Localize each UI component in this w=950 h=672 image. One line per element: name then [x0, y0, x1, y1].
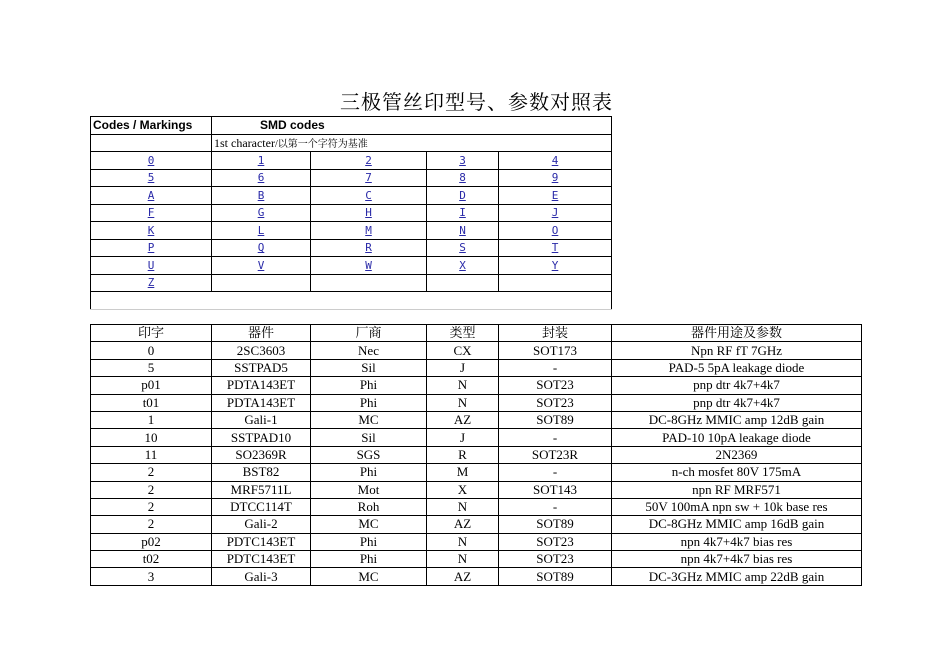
code-link[interactable]: K	[147, 223, 155, 237]
code-link[interactable]: O	[551, 223, 559, 237]
table-cell: 3	[91, 568, 212, 585]
codes-cell	[91, 257, 212, 275]
table-cell: PDTC143ET	[212, 533, 311, 550]
table-cell: PAD-5 5pA leakage diode	[612, 359, 862, 376]
codes-subheader-a: 1st character	[214, 135, 275, 150]
codes-cell	[311, 204, 427, 222]
table-cell: npn 4k7+4k7 bias res	[612, 533, 862, 550]
table-cell: MC	[311, 568, 427, 585]
table-cell: Phi	[311, 464, 427, 481]
table-row	[91, 429, 862, 446]
codes-row	[91, 222, 612, 240]
table-row	[91, 394, 862, 411]
column-header: 器件	[212, 325, 311, 342]
codes-cell	[499, 239, 612, 257]
table-cell: t02	[91, 551, 212, 568]
table-cell: npn 4k7+4k7 bias res	[612, 551, 862, 568]
table-cell: Gali-3	[212, 568, 311, 585]
table-cell: N	[427, 551, 499, 568]
table-cell: 50V 100mA npn sw + 10k base res	[612, 498, 862, 515]
codes-cell	[499, 274, 612, 292]
table-cell: N	[427, 498, 499, 515]
codes-subheader-empty	[91, 134, 212, 152]
table-cell: 10	[91, 429, 212, 446]
table-cell: SOT23	[499, 551, 612, 568]
table-row	[91, 498, 862, 515]
codes-cell	[311, 169, 427, 187]
table-cell: BST82	[212, 464, 311, 481]
table-cell: Phi	[311, 533, 427, 550]
codes-cell	[427, 274, 499, 292]
table-cell: M	[427, 464, 499, 481]
codes-table	[90, 116, 612, 310]
table-cell: pnp dtr 4k7+4k7	[612, 394, 862, 411]
table-cell: MC	[311, 516, 427, 533]
code-link[interactable]: I	[459, 206, 466, 220]
table-cell: 2	[91, 516, 212, 533]
codes-cell	[212, 239, 311, 257]
code-link[interactable]: 6	[257, 171, 265, 185]
table-cell: -	[499, 464, 612, 481]
codes-cell	[499, 152, 612, 170]
codes-row	[91, 187, 612, 205]
table-cell: SGS	[311, 446, 427, 463]
table-cell: Nec	[311, 342, 427, 359]
code-link[interactable]: E	[551, 188, 559, 202]
codes-cell	[499, 187, 612, 205]
column-header: 器件用途及参数	[612, 325, 862, 342]
codes-cell	[91, 274, 212, 292]
code-link[interactable]: Z	[147, 276, 155, 290]
codes-cell	[91, 239, 212, 257]
table-cell: 2	[91, 498, 212, 515]
code-link[interactable]: S	[459, 241, 466, 255]
codes-cell	[311, 187, 427, 205]
codes-row	[91, 152, 612, 170]
codes-cell	[212, 222, 311, 240]
code-link[interactable]: 9	[551, 171, 559, 185]
codes-cell	[212, 169, 311, 187]
codes-cell	[91, 187, 212, 205]
table-cell: Phi	[311, 394, 427, 411]
codes-cell	[212, 257, 311, 275]
codes-cell	[427, 257, 499, 275]
table-cell: p02	[91, 533, 212, 550]
table-cell: X	[427, 481, 499, 498]
code-link[interactable]: Y	[551, 258, 559, 272]
table-cell: 0	[91, 342, 212, 359]
table-cell: Gali-2	[212, 516, 311, 533]
codes-cell	[427, 204, 499, 222]
code-link[interactable]: G	[257, 206, 265, 220]
codes-cell	[212, 152, 311, 170]
table-cell: N	[427, 377, 499, 394]
table-cell: SOT23	[499, 394, 612, 411]
table-cell: 2	[91, 481, 212, 498]
table-cell: PDTA143ET	[212, 377, 311, 394]
codes-row	[91, 169, 612, 187]
table-cell: DTCC114T	[212, 498, 311, 515]
code-link[interactable]: B	[257, 188, 265, 202]
table-cell: p01	[91, 377, 212, 394]
codes-cell	[427, 187, 499, 205]
code-link[interactable]: D	[459, 188, 466, 202]
codes-blank-cell	[91, 292, 212, 310]
code-link[interactable]: F	[147, 206, 155, 220]
table-cell: 2SC3603	[212, 342, 311, 359]
table-cell: Gali-1	[212, 411, 311, 428]
table-cell: pnp dtr 4k7+4k7	[612, 377, 862, 394]
table-row	[91, 359, 862, 376]
table-cell: 2N2369	[612, 446, 862, 463]
code-link[interactable]: L	[257, 223, 265, 237]
codes-cell	[499, 257, 612, 275]
code-link[interactable]: H	[365, 206, 372, 220]
column-header: 类型	[427, 325, 499, 342]
table-cell: SSTPAD5	[212, 359, 311, 376]
table-cell: Npn RF fT 7GHz	[612, 342, 862, 359]
codes-cell	[91, 222, 212, 240]
code-link[interactable]: N	[459, 223, 466, 237]
codes-cell	[311, 222, 427, 240]
codes-cell	[499, 169, 612, 187]
table-row	[91, 464, 862, 481]
codes-cell	[311, 274, 427, 292]
table-row	[91, 533, 862, 550]
codes-cell	[427, 222, 499, 240]
table-cell: 2	[91, 464, 212, 481]
table-cell: J	[427, 359, 499, 376]
codes-header-left: Codes / Markings	[91, 117, 212, 135]
column-header: 厂商	[311, 325, 427, 342]
codes-cell	[311, 257, 427, 275]
code-link[interactable]: A	[147, 188, 155, 202]
codes-cell	[311, 239, 427, 257]
table-row	[91, 342, 862, 359]
code-link[interactable]: T	[551, 241, 559, 255]
table-row	[91, 411, 862, 428]
table-cell: J	[427, 429, 499, 446]
codes-cell	[427, 169, 499, 187]
codes-cell	[311, 152, 427, 170]
table-cell: SOT89	[499, 411, 612, 428]
table-cell: PDTC143ET	[212, 551, 311, 568]
codes-subheader-b: /以第一个字符为基准	[274, 138, 368, 150]
table-cell: Mot	[311, 481, 427, 498]
table-cell: SOT23	[499, 377, 612, 394]
page-title: 三极管丝印型号、参数对照表	[340, 92, 613, 114]
table-cell: Sil	[311, 359, 427, 376]
table-cell: MC	[311, 411, 427, 428]
table-cell: -	[499, 498, 612, 515]
table-cell: SOT23	[499, 533, 612, 550]
table-cell: AZ	[427, 411, 499, 428]
codes-cell	[91, 152, 212, 170]
code-link[interactable]: W	[365, 258, 372, 272]
table-cell: AZ	[427, 568, 499, 585]
codes-cell	[499, 222, 612, 240]
codes-row	[91, 274, 612, 292]
codes-cell	[91, 169, 212, 187]
column-header: 印字	[91, 325, 212, 342]
codes-cell	[427, 152, 499, 170]
table-cell: MRF5711L	[212, 481, 311, 498]
codes-blank-cell	[212, 292, 612, 310]
table-cell: 11	[91, 446, 212, 463]
code-link[interactable]: M	[365, 223, 372, 237]
code-link[interactable]: R	[365, 241, 372, 255]
table-cell: t01	[91, 394, 212, 411]
column-header: 封装	[499, 325, 612, 342]
table-cell: npn RF MRF571	[612, 481, 862, 498]
table-cell: R	[427, 446, 499, 463]
code-link[interactable]: 0	[147, 153, 155, 167]
code-link[interactable]: J	[551, 206, 559, 220]
code-link[interactable]: 7	[365, 171, 372, 185]
codes-row	[91, 204, 612, 222]
table-cell: -	[499, 359, 612, 376]
table-cell: SO2369R	[212, 446, 311, 463]
codes-cell	[499, 204, 612, 222]
codes-subheader	[212, 134, 612, 152]
table-cell: SSTPAD10	[212, 429, 311, 446]
table-cell: PDTA143ET	[212, 394, 311, 411]
table-cell: SOT173	[499, 342, 612, 359]
code-link[interactable]: 2	[365, 153, 372, 167]
codes-cell	[212, 187, 311, 205]
code-link[interactable]: 5	[147, 171, 155, 185]
table-cell: N	[427, 394, 499, 411]
code-link[interactable]: Q	[257, 241, 265, 255]
codes-row	[91, 257, 612, 275]
code-link[interactable]: U	[147, 258, 155, 272]
code-link[interactable]: X	[459, 258, 466, 272]
code-link[interactable]: 1	[257, 153, 265, 167]
table-cell: SOT89	[499, 516, 612, 533]
code-link[interactable]: V	[257, 258, 265, 272]
table-cell: Phi	[311, 377, 427, 394]
codes-cell	[91, 204, 212, 222]
table-cell: n-ch mosfet 80V 175mA	[612, 464, 862, 481]
table-row	[91, 377, 862, 394]
table-cell: Roh	[311, 498, 427, 515]
table-cell: AZ	[427, 516, 499, 533]
table-row	[91, 568, 862, 585]
codes-row	[91, 239, 612, 257]
table-cell: SOT89	[499, 568, 612, 585]
table-cell: 5	[91, 359, 212, 376]
table-cell: CX	[427, 342, 499, 359]
table-cell: -	[499, 429, 612, 446]
table-cell: Phi	[311, 551, 427, 568]
codes-cell	[212, 274, 311, 292]
codes-header-right: SMD codes	[212, 117, 612, 135]
codes-cell	[427, 239, 499, 257]
codes-cell	[212, 204, 311, 222]
table-cell: DC-3GHz MMIC amp 22dB gain	[612, 568, 862, 585]
code-link[interactable]: C	[365, 188, 372, 202]
table-cell: 1	[91, 411, 212, 428]
table-cell: Sil	[311, 429, 427, 446]
table-row	[91, 551, 862, 568]
table-cell: DC-8GHz MMIC amp 16dB gain	[612, 516, 862, 533]
table-cell: N	[427, 533, 499, 550]
table-cell: DC-8GHz MMIC amp 12dB gain	[612, 411, 862, 428]
table-cell: SOT143	[499, 481, 612, 498]
table-row	[91, 481, 862, 498]
table-row	[91, 516, 862, 533]
code-link[interactable]: 8	[459, 171, 466, 185]
code-link[interactable]: 4	[551, 153, 559, 167]
table-cell: SOT23R	[499, 446, 612, 463]
main-table	[90, 324, 862, 586]
code-link[interactable]: P	[147, 241, 155, 255]
table-row	[91, 446, 862, 463]
code-link[interactable]: 3	[459, 153, 466, 167]
table-cell: PAD-10 10pA leakage diode	[612, 429, 862, 446]
